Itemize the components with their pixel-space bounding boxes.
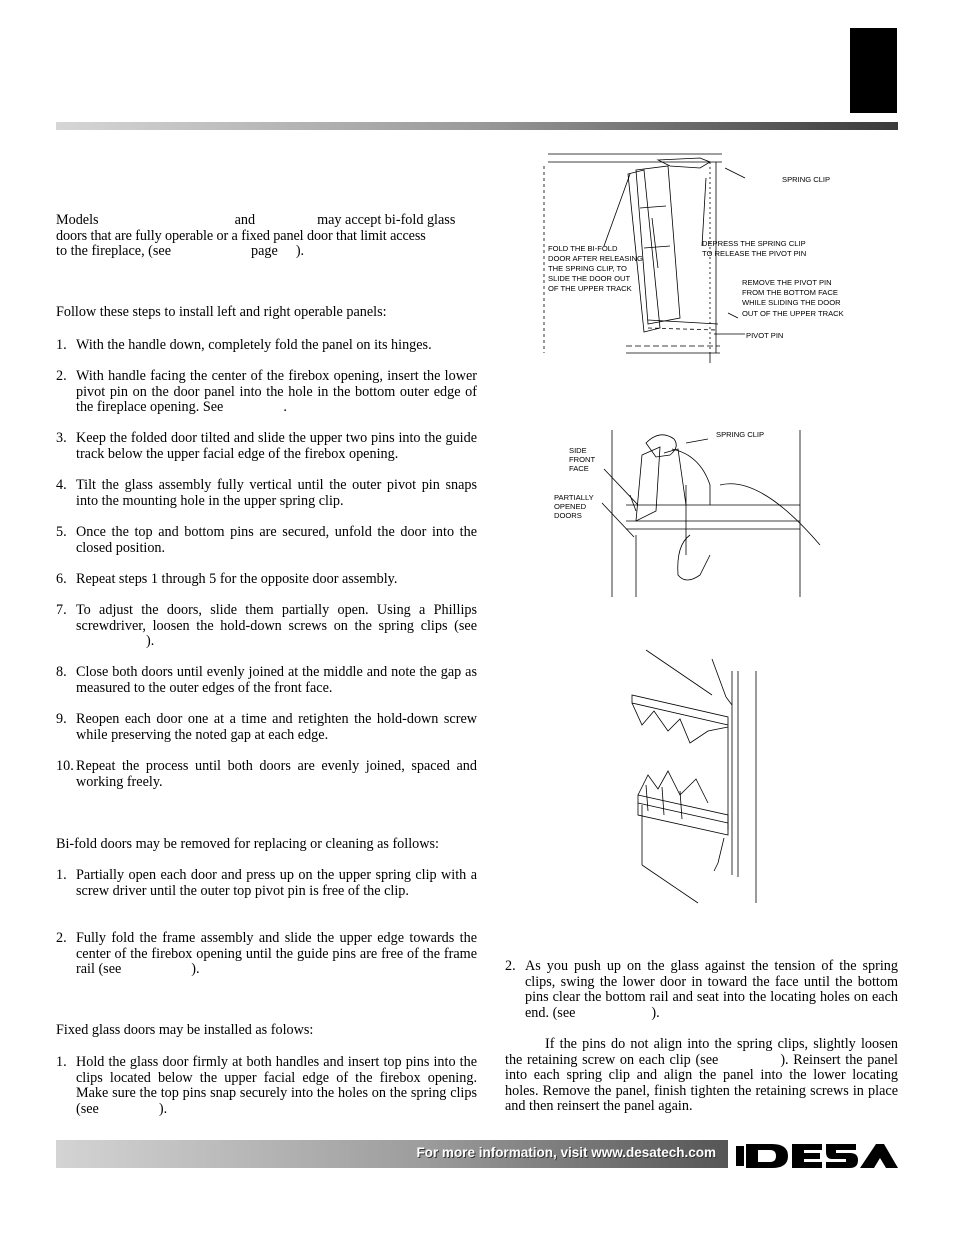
bifold-removal-figure xyxy=(540,148,880,370)
fig1-fold-label-1: FOLD THE BI-FOLD xyxy=(548,244,618,253)
operable-lead: Follow these steps to install left and right operable panels: xyxy=(56,304,387,320)
step-tail: ). xyxy=(146,633,155,650)
footer-bar xyxy=(56,1140,728,1168)
intro-line3a: to the fireplace, (see xyxy=(56,243,172,260)
step-number: 9. xyxy=(56,711,67,727)
intro-paragraph xyxy=(56,213,477,260)
step-text: Fully fold the frame assembly and slide the upper edge towards the center of the firebox opening until the guide pins are free of the frame rail (see xyxy=(76,930,477,978)
step-text: Partially open each door and press up on the upper spring clip with a screw driver until the outer top pivot pin is free of the clip. xyxy=(76,867,477,899)
fig2-partial-label-1: PARTIALLY xyxy=(554,493,594,502)
intro-line2: doors that are fully operable or a fixed panel door that limit access xyxy=(56,227,426,244)
step-number: 5. xyxy=(56,524,67,540)
fig1-spring-clip-label: SPRING CLIP xyxy=(782,175,831,184)
spring-clip-adjust-figure xyxy=(554,425,830,603)
fig1-fold-label-2: DOOR AFTER RELEASING xyxy=(548,254,643,263)
section-tab xyxy=(850,28,897,113)
note-text-b: ). Reinsert the panel into each spring clip and align the panel into the lower locating holes. Remove the panel, finish tighten the retaining screws in place and then reinsert the panel again. xyxy=(505,1051,899,1115)
fig1-remove-label-4: OUT OF THE UPPER TRACK xyxy=(742,309,844,318)
step-text: Close both doors until evenly joined at the middle and note the gap as measured to the outer edges of the front face. xyxy=(76,664,477,696)
desa-logo xyxy=(736,1140,898,1170)
fig2-spring-clip-label: SPRING CLIP xyxy=(716,430,765,439)
footer-website-link[interactable]: For more information, visit www.desatech.com xyxy=(416,1145,716,1160)
intro-line3c: ). xyxy=(295,243,305,260)
intro-tail: may accept bi-fold glass xyxy=(317,212,456,228)
step-tail: ). xyxy=(191,961,200,978)
step-text: Reopen each door one at a time and retighten the hold-down screw while preserving the noted gap at each edge. xyxy=(76,711,477,743)
fig2-side-label-2: FRONT xyxy=(569,455,596,464)
step-number: 2. xyxy=(56,368,67,384)
operable-step-2 xyxy=(56,369,477,416)
fig2-side-label-1: SIDE xyxy=(569,446,587,455)
removal-lead: Bi-fold doors may be removed for replacing or cleaning as follows: xyxy=(56,836,439,852)
header-rule xyxy=(56,122,898,130)
fig1-fold-label-5: OF THE UPPER TRACK xyxy=(548,284,632,293)
step-number: 2. xyxy=(56,930,67,946)
step-number: 1. xyxy=(56,337,67,353)
step-number: 1. xyxy=(56,1054,67,1070)
intro-line3b: page xyxy=(251,243,278,260)
fixed-glass-door-figure xyxy=(628,645,763,907)
fig1-fold-label-4: SLIDE THE DOOR OUT xyxy=(548,274,631,283)
intro-and: and xyxy=(234,212,256,228)
intro-models: Models xyxy=(56,212,99,228)
step-text: Tilt the glass assembly fully vertical until the outer pivot pin snaps into the mounting hole in the upper spring clip. xyxy=(76,477,477,509)
step-number: 10. xyxy=(56,758,74,774)
fig1-fold-label-3: THE SPRING CLIP, TO xyxy=(548,264,627,273)
fixed-note xyxy=(505,1037,898,1115)
step-text: Hold the glass door firmly at both handles and insert top pins into the clips located below the upper facial edge of the firebox opening. Make sure the top pins snap securely into the holes on the spring clips (see xyxy=(76,1054,477,1117)
fig1-remove-label-2: FROM THE BOTTOM FACE xyxy=(742,288,838,297)
step-number: 8. xyxy=(56,664,67,680)
fig1-depress-label-1: DEPRESS THE SPRING CLIP xyxy=(702,239,806,248)
step-text: With handle facing the center of the firebox opening, insert the lower pivot pin on the door panel into the hole in the bottom outer edge of the fireplace opening. See xyxy=(76,368,477,416)
fig1-pivot-pin-label: PIVOT PIN xyxy=(746,331,784,340)
step-text: Keep the folded door tilted and slide the upper two pins into the guide track below the upper facial edge of the firebox opening. xyxy=(76,430,477,462)
step-text: As you push up on the glass against the tension of the spring clips, swing the lower door in toward the face until the bottom pins clear the bottom rail and seat into the locating holes on each end. (see xyxy=(525,958,898,1021)
step-tail: ). xyxy=(158,1100,168,1117)
fig1-remove-label-1: REMOVE THE PIVOT PIN xyxy=(742,278,832,287)
step-number: 1. xyxy=(56,867,67,883)
note-text: If the pins do not align into the spring clips, slightly loosen the retaining screw on each clip (see xyxy=(505,1036,898,1068)
step-tail: ). xyxy=(651,1004,660,1021)
step-text: To adjust the doors, slide them partially open. Using a Phillips screwdriver, loosen the hold-down screws on the spring clips (see xyxy=(76,602,477,634)
step-text: With the handle down, completely fold the panel on its hinges. xyxy=(76,337,432,353)
fig1-depress-label-2: TO RELEASE THE PIVOT PIN xyxy=(702,249,807,258)
fixed-lead: Fixed glass doors may be installed as folows: xyxy=(56,1022,314,1038)
step-text: Once the top and bottom pins are secured, unfold the door into the closed position. xyxy=(76,524,477,556)
step-number: 7. xyxy=(56,602,67,618)
step-number: 4. xyxy=(56,477,67,493)
fig2-partial-label-3: DOORS xyxy=(554,511,582,520)
fig1-remove-label-3: WHILE SLIDING THE DOOR xyxy=(742,298,841,307)
step-number: 6. xyxy=(56,571,67,587)
step-number: 2. xyxy=(505,958,516,974)
fixed-step-2 xyxy=(505,959,898,1021)
step-text: Repeat the process until both doors are evenly joined, spaced and working freely. xyxy=(76,758,477,790)
fig2-side-label-3: FACE xyxy=(569,464,589,473)
step-tail: . xyxy=(283,399,287,416)
step-text: Repeat steps 1 through 5 for the opposite door assembly. xyxy=(76,571,398,587)
step-number: 3. xyxy=(56,430,67,446)
fig2-partial-label-2: OPENED xyxy=(554,502,587,511)
